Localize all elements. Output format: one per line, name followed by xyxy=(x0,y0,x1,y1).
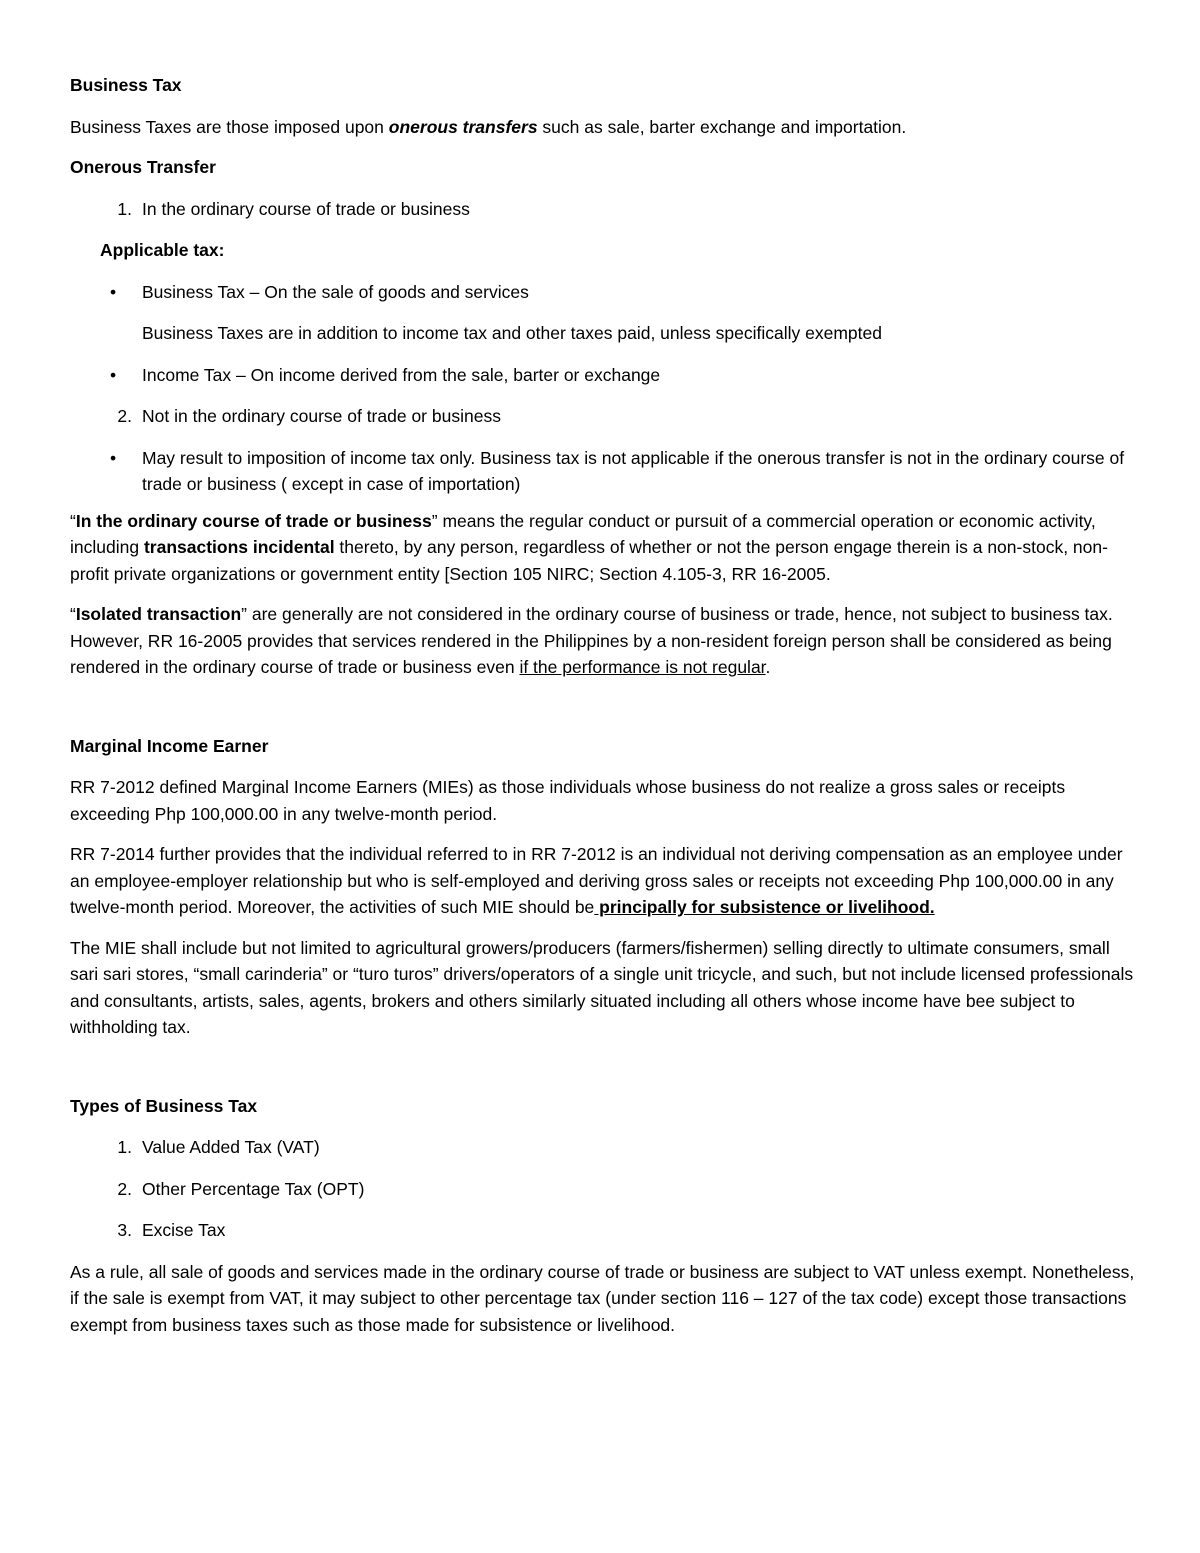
text-span: thereto, by any person, regardless of whether or not the person engage therein is a non-stock, non-profit private organizations or government entity [Section 105 NIRC; Section 4.105-3, RR 16-2005. xyxy=(70,537,1108,584)
text-span: ” means the regular conduct or pursuit of a commercial operation or economic activity, including xyxy=(70,510,1096,557)
numbered-item-2 xyxy=(70,403,1140,430)
item-text: Value Added Tax (VAT) xyxy=(142,1137,320,1157)
bold-underlined-text: principally for subsistence or livelihood. xyxy=(594,897,935,917)
item-number: 1. xyxy=(117,1137,132,1157)
mie-definition: RR 7-2012 defined Marginal Income Earners (MIEs) as those individuals whose business do not realize a gross sales or receipts exceeding Php 100,000.00 in any twelve-month period. xyxy=(70,777,1066,824)
bullet-income-tax xyxy=(70,362,1140,389)
item-text: Excise Tax xyxy=(142,1220,226,1240)
item-number: 3. xyxy=(117,1220,132,1240)
item-text: Not in the ordinary course of trade or business xyxy=(142,406,501,426)
tax-type-item xyxy=(70,1134,1140,1161)
text-span: Business Taxes are those imposed upon xyxy=(70,116,389,137)
spacer xyxy=(70,695,1140,733)
subheading-onerous-transfer: Onerous Transfer xyxy=(70,157,216,177)
text-span: ” are generally are not considered in the ordinary course of business or trade, hence, not subject to business tax. However, RR 16-2005 provides that services rendered in the Philippines by a non-resident foreign person shall be considered as being rendered in the ordinary course of trade or business even xyxy=(70,604,1113,677)
section-title-marginal-income-earner: Marginal Income Earner xyxy=(70,735,269,756)
ordinary-course-definition xyxy=(70,508,1140,588)
bullet-text: May result to imposition of income tax only. Business tax is not applicable if the onerous transfer is not in the ordinary course of trade or business ( except in case of importation) xyxy=(142,447,1125,494)
bullet-icon: • xyxy=(110,281,117,302)
bullet-icon: • xyxy=(110,447,117,468)
mie-inclusions: The MIE shall include but not limited to agricultural growers/producers (farmers/fishermen) selling directly to ultimate consumers, small sari sari stores, “small carinderia” or “turo turos” drivers/operators of a single unit tricycle, and such, but not include licensed professionals and consultants, artists, sales, agents, brokers and others similarly situated including all others whose income have bee subject to withholding tax. xyxy=(70,937,1134,1037)
vat-rule-paragraph: As a rule, all sale of goods and services made in the ordinary course of trade or business are subject to VAT unless exempt. Nonetheless, if the sale is exempt from VAT, it may subject to other percentage tax (under section 116 – 127 of the tax code) except those transactions exempt from business taxes such as those made for subsistence or livelihood. xyxy=(70,1261,1135,1335)
tax-type-item xyxy=(70,1176,1140,1203)
isolated-transaction-definition xyxy=(70,601,1140,681)
tax-type-item xyxy=(70,1217,1140,1244)
numbered-item-1 xyxy=(70,196,1140,223)
mie-further-provision xyxy=(70,841,1140,921)
text-span: . xyxy=(765,657,771,677)
business-tax-definition xyxy=(70,114,1140,141)
term-bold: In the ordinary course of trade or business xyxy=(75,510,432,531)
term-bold: Isolated transaction xyxy=(75,604,242,624)
section-title-business-tax: Business Tax xyxy=(70,75,182,95)
item-number: 2. xyxy=(117,1178,132,1199)
bullet-income-tax-only xyxy=(70,445,1140,498)
item-number: 1. xyxy=(117,198,132,219)
item-text: Other Percentage Tax (OPT) xyxy=(142,1178,365,1199)
item-text: In the ordinary course of trade or business xyxy=(142,198,470,219)
section-title-types-of-business-tax: Types of Business Tax xyxy=(70,1095,258,1116)
item-number: 2. xyxy=(117,406,132,426)
text-span: RR 7-2014 further provides that the individual referred to in RR 7-2012 is an individual not deriving compensation as an employee under an employee-employer relationship but who is self-employed and deriving gross sales or receipts not exceeding Php 100,000.00 in any twelve-month period. Moreover, the activities of such MIE should be xyxy=(70,844,1123,917)
business-tax-note: Business Taxes are in addition to income tax and other taxes paid, unless specifically exempted xyxy=(142,323,882,343)
bullet-business-tax xyxy=(70,279,1140,306)
text-span: “ xyxy=(70,604,76,624)
spacer xyxy=(70,1055,1140,1093)
underlined-text: if the performance is not regular xyxy=(519,657,766,677)
term-bold: transactions incidental xyxy=(143,537,335,557)
bullet-icon: • xyxy=(110,364,117,385)
text-span: “ xyxy=(70,510,76,531)
onerous-transfers-emphasis: onerous transfers xyxy=(388,116,538,137)
bullet-text: Business Tax – On the sale of goods and services xyxy=(142,281,529,302)
bullet-text: Income Tax – On income derived from the sale, barter or exchange xyxy=(142,364,661,385)
applicable-tax-label: Applicable tax: xyxy=(100,240,225,260)
text-span: such as sale, barter exchange and importation. xyxy=(537,116,907,137)
